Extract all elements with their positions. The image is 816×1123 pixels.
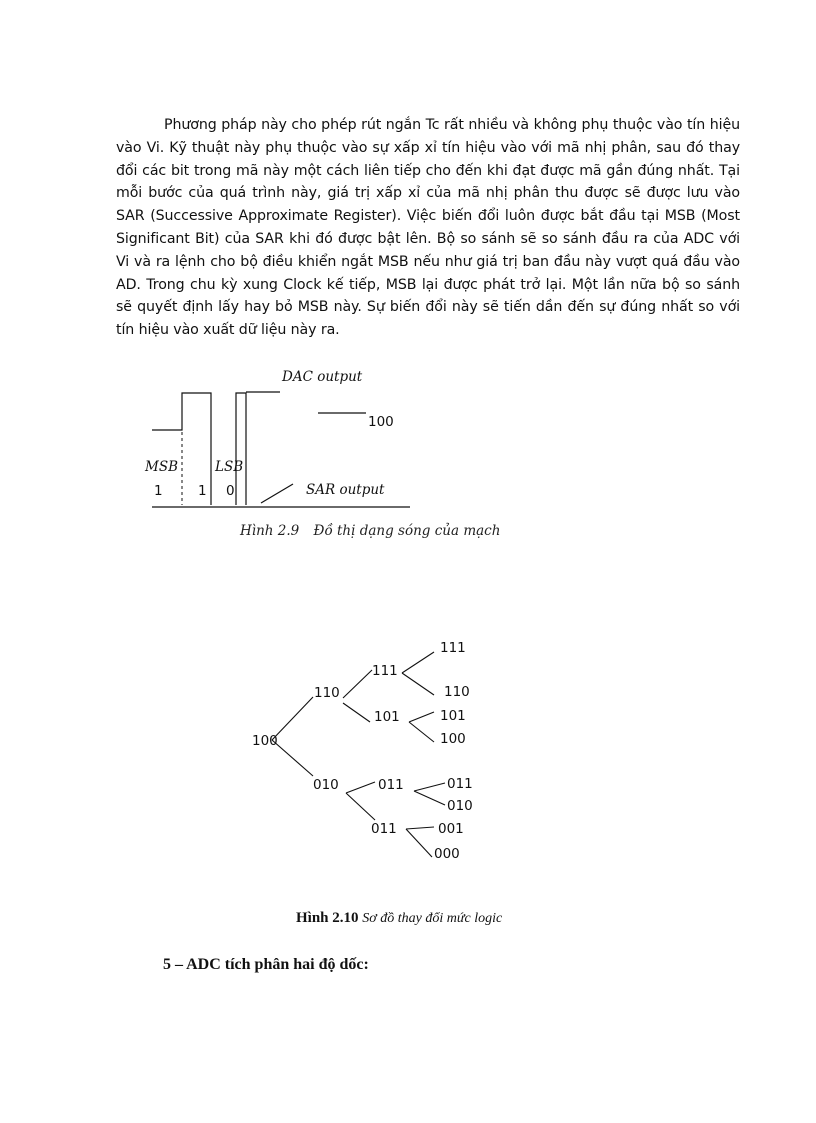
bit-value: 0 xyxy=(226,483,235,499)
level-100-label: 100 xyxy=(368,414,394,430)
dac-step-line-2 xyxy=(236,393,246,505)
tree-branch xyxy=(406,829,432,857)
lsb-label: LSB xyxy=(215,459,244,475)
figure-2-10-caption xyxy=(296,910,696,927)
tree-branch xyxy=(414,791,445,805)
caption-text: Sơ đồ thay đổi mức logic xyxy=(362,911,503,926)
paragraph-line: sau đó thay đổi các bit trong mã này một cách liên tiếp cho đến khi đạt được mã xyxy=(116,139,740,179)
tree-node-root: 100 xyxy=(252,733,278,749)
tree-node: 010 xyxy=(313,777,339,793)
tree-branch xyxy=(346,782,375,793)
tree-node: 110 xyxy=(314,685,340,701)
sar-pointer-line xyxy=(261,484,293,503)
tree-node: 101 xyxy=(374,709,400,725)
section-heading: 5 – ADC tích phân hai độ dốc: xyxy=(163,956,369,973)
tree-branch xyxy=(272,697,313,740)
paragraph-line: như giá trị ban đầu này vượt quá đầu vào AD. Trong chu kỳ xung Clock kế tiếp, xyxy=(116,253,741,293)
paragraph-line: Phương pháp này cho phép rút ngắn Tc rất nhiều và không phụ thuộc vào tín xyxy=(164,117,710,133)
msb-label: MSB xyxy=(145,459,178,475)
tree-leaf: 101 xyxy=(440,708,466,724)
tree-branch xyxy=(406,827,434,829)
tree-leaf: 000 xyxy=(434,846,460,862)
tree-node: 011 xyxy=(371,821,397,837)
tree-leaf: 111 xyxy=(440,640,466,656)
tree-node: 011 xyxy=(378,777,404,793)
paragraph-line: gần đúng nhất. Tại mỗi bước của quá trình này, giá trị xấp xỉ của mã nhị phân thu xyxy=(116,162,740,202)
tree-branch xyxy=(414,783,445,791)
paragraph-line: MSB lại được phát trở lại. Một lần nữa bộ so sánh sẽ quyết định lấy hay bỏ MSB xyxy=(116,276,740,316)
tree-branch xyxy=(402,652,434,673)
paragraph-line: sánh sẽ so sánh đầu ra của ADC với Vi và ra lệnh cho bộ điều khiển ngắt MSB nếu xyxy=(116,230,740,270)
tree-branch xyxy=(343,670,372,698)
figure-2-9-caption xyxy=(240,523,640,539)
tree-branch xyxy=(343,703,370,722)
paragraph-line: được sẽ được lưu vào SAR (Successive Approximate Register). Việc biến đổi luôn xyxy=(116,185,740,225)
tree-leaf: 010 xyxy=(447,798,473,814)
paragraph-line: được bắt đầu tại MSB (Most Significant Bit) của SAR khi đó được bật lên. Bộ so xyxy=(116,208,740,247)
tree-branch xyxy=(272,740,313,776)
paragraph-line: này ra. xyxy=(290,322,340,339)
tree-leaf: 011 xyxy=(447,776,473,792)
tree-branch xyxy=(409,722,434,742)
body-paragraph xyxy=(116,114,740,342)
tree-leaf: 001 xyxy=(438,821,464,837)
tree-branch xyxy=(346,793,375,820)
dac-step-line xyxy=(152,393,211,505)
sar-output-label: SAR output xyxy=(306,482,385,498)
tree-leaf: 110 xyxy=(444,684,470,700)
tree-node: 111 xyxy=(372,663,398,679)
tree-branch xyxy=(402,673,434,695)
caption-label: Hình 2.9 xyxy=(240,523,300,539)
bit-value: 1 xyxy=(154,483,163,499)
dac-output-label: DAC output xyxy=(282,369,363,385)
caption-label: Hình 2.10 xyxy=(296,910,359,926)
caption-text: Đồ thị dạng sóng của mạch xyxy=(313,523,501,539)
tree-branch xyxy=(409,712,434,722)
tree-leaf: 100 xyxy=(440,731,466,747)
paragraph-line: hiệu vào Vi. Kỹ thuật này phụ thuộc vào sự xấp xỉ tín hiệu vào với mã nhị phân, xyxy=(116,117,740,156)
bit-value: 1 xyxy=(198,483,207,499)
paragraph-line: này. Sự biến đổi này sẽ tiến dần đến sự đúng nhất so với tín hiệu vào xuất dữ liệu xyxy=(116,299,740,339)
